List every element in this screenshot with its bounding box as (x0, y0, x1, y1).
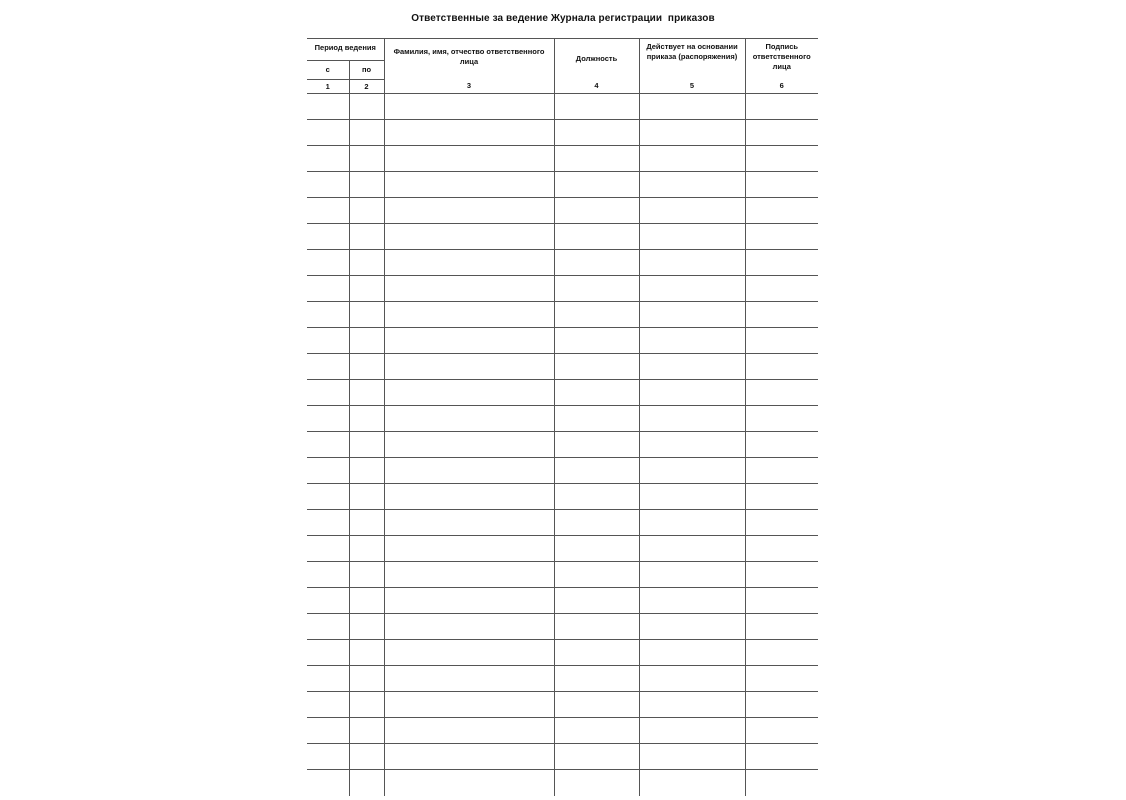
table-row (307, 666, 818, 692)
table-cell[interactable] (307, 640, 349, 666)
table-cell[interactable] (554, 172, 639, 198)
table-cell[interactable] (349, 458, 384, 484)
table-cell[interactable] (554, 380, 639, 406)
table-row (307, 744, 818, 770)
table-cell[interactable] (307, 302, 349, 328)
table-cell[interactable] (307, 276, 349, 302)
table-cell[interactable] (554, 120, 639, 146)
table-row (307, 198, 818, 224)
table-cell[interactable] (307, 250, 349, 276)
table-cell[interactable] (349, 536, 384, 562)
table-cell[interactable] (554, 406, 639, 432)
table-row (307, 354, 818, 380)
table-cell[interactable] (745, 666, 818, 692)
table-cell[interactable] (554, 666, 639, 692)
table-row (307, 432, 818, 458)
table-cell[interactable] (307, 536, 349, 562)
table-row (307, 536, 818, 562)
table-cell[interactable] (745, 562, 818, 588)
table-cell[interactable] (745, 718, 818, 744)
header-period-from: с (307, 61, 349, 80)
table-cell[interactable] (307, 198, 349, 224)
table-row (307, 380, 818, 406)
table-cell[interactable] (639, 718, 745, 744)
table-cell[interactable] (307, 120, 349, 146)
table-row (307, 640, 818, 666)
table-cell[interactable] (639, 172, 745, 198)
table-cell[interactable] (554, 302, 639, 328)
header-full-name: Фамилия, имя, отчество ответственного лица (384, 39, 554, 80)
table-cell[interactable] (307, 354, 349, 380)
table-row (307, 562, 818, 588)
table-cell[interactable] (745, 172, 818, 198)
table-cell[interactable] (745, 640, 818, 666)
table-cell[interactable] (307, 432, 349, 458)
table-body (307, 94, 818, 797)
table-cell[interactable] (554, 510, 639, 536)
table-cell[interactable] (745, 224, 818, 250)
table-cell[interactable] (349, 406, 384, 432)
table-row (307, 718, 818, 744)
table-cell[interactable] (307, 614, 349, 640)
table-cell[interactable] (349, 614, 384, 640)
table-cell[interactable] (307, 588, 349, 614)
table-cell[interactable] (384, 588, 554, 614)
table-cell[interactable] (745, 120, 818, 146)
table-cell[interactable] (307, 328, 349, 354)
column-number: 1 (307, 80, 349, 94)
table-cell[interactable] (554, 770, 639, 797)
table-row (307, 224, 818, 250)
table-cell[interactable] (307, 406, 349, 432)
table-cell[interactable] (307, 666, 349, 692)
table-cell[interactable] (745, 354, 818, 380)
table-cell[interactable] (554, 640, 639, 666)
table-cell[interactable] (554, 328, 639, 354)
table-cell[interactable] (639, 354, 745, 380)
table-cell[interactable] (349, 588, 384, 614)
table-cell[interactable] (745, 458, 818, 484)
table-cell[interactable] (384, 536, 554, 562)
table-cell[interactable] (639, 666, 745, 692)
table-row (307, 484, 818, 510)
table-row (307, 458, 818, 484)
table-cell[interactable] (349, 744, 384, 770)
table-cell[interactable] (384, 276, 554, 302)
table-cell[interactable] (349, 94, 384, 120)
table-cell[interactable] (349, 640, 384, 666)
table-cell[interactable] (554, 354, 639, 380)
table-row (307, 510, 818, 536)
table-cell[interactable] (349, 328, 384, 354)
table-row (307, 770, 818, 797)
table-cell[interactable] (639, 614, 745, 640)
table-cell[interactable] (554, 458, 639, 484)
table-cell[interactable] (384, 94, 554, 120)
table-cell[interactable] (384, 302, 554, 328)
table-cell[interactable] (554, 536, 639, 562)
table-cell[interactable] (307, 224, 349, 250)
table-cell[interactable] (554, 484, 639, 510)
table-row (307, 250, 818, 276)
table-row (307, 302, 818, 328)
table-cell[interactable] (639, 510, 745, 536)
table-cell[interactable] (307, 770, 349, 797)
table-cell[interactable] (745, 536, 818, 562)
table-cell[interactable] (745, 328, 818, 354)
table-cell[interactable] (554, 432, 639, 458)
table-cell[interactable] (384, 250, 554, 276)
column-number: 5 (639, 80, 745, 94)
table-cell[interactable] (384, 510, 554, 536)
table-cell[interactable] (745, 692, 818, 718)
table-cell[interactable] (384, 406, 554, 432)
table-cell[interactable] (307, 510, 349, 536)
table-row (307, 276, 818, 302)
table-cell[interactable] (349, 172, 384, 198)
table-cell[interactable] (639, 120, 745, 146)
table-cell[interactable] (639, 224, 745, 250)
table-cell[interactable] (554, 276, 639, 302)
table-cell[interactable] (307, 380, 349, 406)
table-cell[interactable] (307, 94, 349, 120)
table-cell[interactable] (554, 614, 639, 640)
table-cell[interactable] (639, 536, 745, 562)
table-cell[interactable] (745, 744, 818, 770)
table-cell[interactable] (554, 198, 639, 224)
table-cell[interactable] (307, 562, 349, 588)
table-cell[interactable] (307, 692, 349, 718)
column-number: 3 (384, 80, 554, 94)
table-cell[interactable] (745, 250, 818, 276)
table-cell[interactable] (745, 510, 818, 536)
table-cell[interactable] (307, 458, 349, 484)
table-cell[interactable] (554, 588, 639, 614)
table-cell[interactable] (349, 146, 384, 172)
table-cell[interactable] (384, 380, 554, 406)
table-cell[interactable] (745, 406, 818, 432)
header-signature: Подпись ответственного лица (745, 39, 818, 80)
table-row (307, 94, 818, 120)
table-row (307, 406, 818, 432)
table-cell[interactable] (639, 380, 745, 406)
table-cell[interactable] (745, 484, 818, 510)
table-cell[interactable] (307, 744, 349, 770)
table-cell[interactable] (384, 120, 554, 146)
table-cell[interactable] (384, 432, 554, 458)
table-cell[interactable] (639, 250, 745, 276)
table-cell[interactable] (554, 562, 639, 588)
table-cell[interactable] (745, 94, 818, 120)
table-cell[interactable] (745, 614, 818, 640)
table-cell[interactable] (349, 562, 384, 588)
table-cell[interactable] (384, 484, 554, 510)
table-cell[interactable] (384, 770, 554, 797)
table-cell[interactable] (384, 458, 554, 484)
table-cell[interactable] (384, 614, 554, 640)
table-cell[interactable] (639, 588, 745, 614)
table-cell[interactable] (639, 406, 745, 432)
column-number: 2 (349, 80, 384, 94)
table-cell[interactable] (384, 146, 554, 172)
table-cell[interactable] (745, 380, 818, 406)
page-title: Ответственные за ведение Журнала регистрации приказов (411, 13, 715, 24)
table-cell[interactable] (384, 562, 554, 588)
header-period-to: по (349, 61, 384, 80)
table-cell[interactable] (384, 172, 554, 198)
column-number: 6 (745, 80, 818, 94)
table-row (307, 120, 818, 146)
table-cell[interactable] (554, 692, 639, 718)
table-cell[interactable] (349, 250, 384, 276)
table-cell[interactable] (639, 146, 745, 172)
table-cell[interactable] (384, 718, 554, 744)
table-cell[interactable] (349, 484, 384, 510)
table-cell[interactable] (349, 692, 384, 718)
table-cell[interactable] (384, 640, 554, 666)
table-cell[interactable] (349, 432, 384, 458)
table-cell[interactable] (745, 588, 818, 614)
table-cell[interactable] (349, 276, 384, 302)
table-cell[interactable] (384, 354, 554, 380)
table-cell[interactable] (639, 692, 745, 718)
table-cell[interactable] (745, 432, 818, 458)
table-cell[interactable] (554, 718, 639, 744)
header-basis: Действует на основании приказа (распоряжения) (639, 39, 745, 80)
table-cell[interactable] (745, 198, 818, 224)
table-cell[interactable] (639, 458, 745, 484)
table-cell[interactable] (349, 718, 384, 744)
table-cell[interactable] (554, 146, 639, 172)
table-cell[interactable] (745, 146, 818, 172)
table-cell[interactable] (307, 172, 349, 198)
table-cell[interactable] (349, 354, 384, 380)
table-cell[interactable] (349, 666, 384, 692)
table-row (307, 328, 818, 354)
table-cell[interactable] (639, 640, 745, 666)
table-cell[interactable] (639, 276, 745, 302)
table-cell[interactable] (554, 250, 639, 276)
table-cell[interactable] (639, 562, 745, 588)
table-cell[interactable] (307, 146, 349, 172)
table-cell[interactable] (349, 302, 384, 328)
column-number: 4 (554, 80, 639, 94)
table-cell[interactable] (307, 718, 349, 744)
table-cell[interactable] (639, 484, 745, 510)
table-cell[interactable] (639, 432, 745, 458)
table-row (307, 588, 818, 614)
table-cell[interactable] (745, 276, 818, 302)
table-cell[interactable] (384, 328, 554, 354)
table-cell[interactable] (639, 94, 745, 120)
table-cell[interactable] (639, 770, 745, 797)
table-cell[interactable] (639, 302, 745, 328)
table-cell[interactable] (384, 692, 554, 718)
table-cell[interactable] (349, 770, 384, 797)
table-cell[interactable] (349, 120, 384, 146)
table-cell[interactable] (384, 224, 554, 250)
table-cell[interactable] (554, 744, 639, 770)
table-row (307, 692, 818, 718)
table-cell[interactable] (639, 328, 745, 354)
table-cell[interactable] (639, 744, 745, 770)
header-period: Период ведения (307, 39, 384, 61)
table-cell[interactable] (384, 744, 554, 770)
table-cell[interactable] (745, 770, 818, 797)
responsible-persons-table (307, 38, 818, 796)
table-cell[interactable] (639, 198, 745, 224)
table-cell[interactable] (745, 302, 818, 328)
table-cell[interactable] (554, 94, 639, 120)
table-cell[interactable] (307, 484, 349, 510)
table-cell[interactable] (349, 510, 384, 536)
table-cell[interactable] (349, 224, 384, 250)
table-cell[interactable] (554, 224, 639, 250)
table-cell[interactable] (384, 666, 554, 692)
table-cell[interactable] (349, 380, 384, 406)
table-row (307, 172, 818, 198)
table-row (307, 614, 818, 640)
table-cell[interactable] (349, 198, 384, 224)
table-row (307, 146, 818, 172)
header-position: Должность (554, 39, 639, 80)
table-cell[interactable] (384, 198, 554, 224)
